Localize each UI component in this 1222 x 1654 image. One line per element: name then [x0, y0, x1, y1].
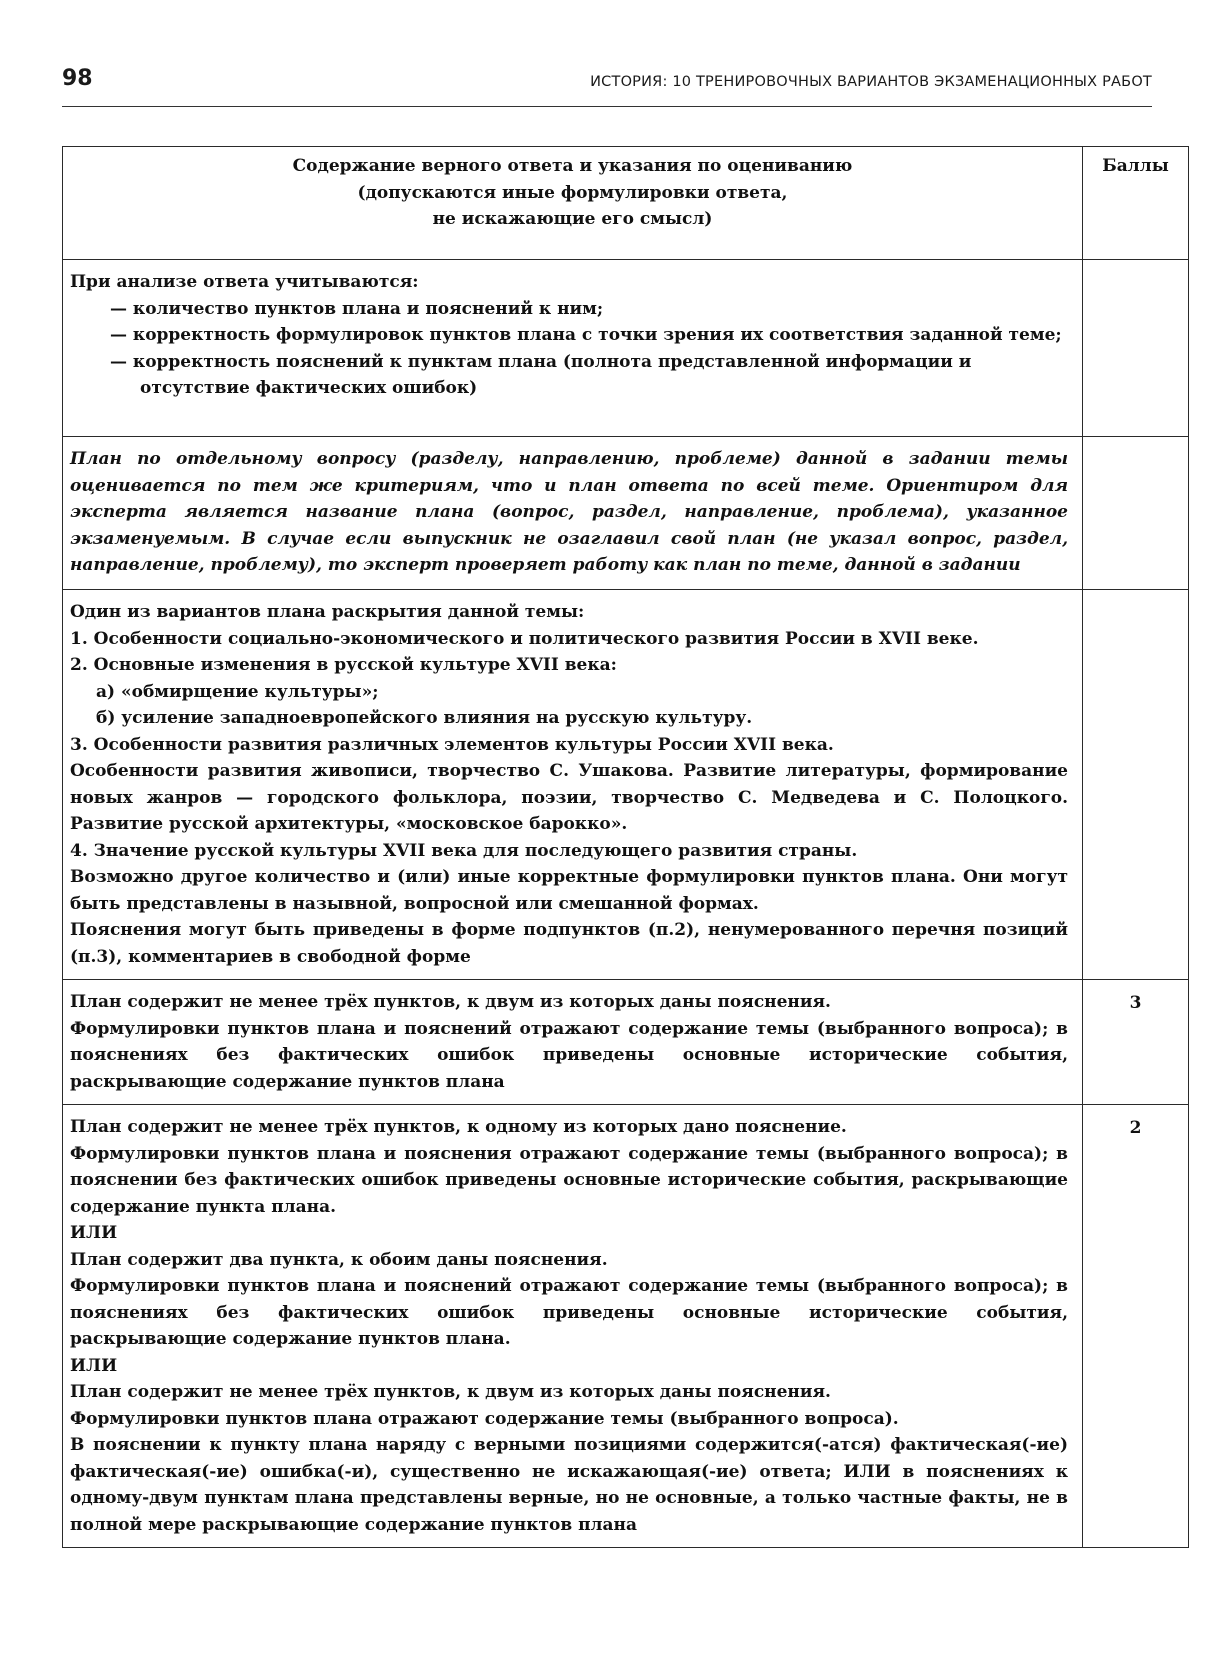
criteria-cell [63, 980, 1083, 1105]
plan-explanation-note: Пояснения могут быть приведены в форме подпунктов (п.2), ненумерованного перечня позиций (п.3), комментариев в свободной форме [70, 920, 1068, 967]
page-header [62, 66, 1152, 107]
plan-point-3: 3. Особенности развития различных элементов культуры России XVII века. [70, 734, 834, 755]
plan-subpoint-a: а) «обмирщение культуры»; [96, 681, 379, 702]
analysis-score [1083, 260, 1189, 437]
plan-alternative-note: Возможно другое количество и (или) иные корректные формулировки пунктов плана. Они могут быть представлены в назывной, вопросной или смешанной формах. [70, 867, 1068, 914]
criteria-line: План содержит не менее трёх пунктов, к двум из которых даны пояснения. [70, 992, 831, 1012]
plan-point-1: 1. Особенности социально-экономического и политического развития России в XVII веке. [70, 628, 979, 649]
criteria-line: План содержит не менее трёх пунктов, к двум из которых даны пояснения. [70, 1382, 831, 1402]
grading-table [62, 146, 1189, 1548]
criteria-line: План содержит не менее трёх пунктов, к одному из которых дано пояснение. [70, 1117, 847, 1137]
criteria-cell [63, 1105, 1083, 1548]
criteria-line: План содержит два пункта, к обоим даны пояснения. [70, 1249, 608, 1270]
plan-row [63, 590, 1189, 980]
analysis-cell [63, 260, 1083, 437]
criteria-row [63, 1105, 1189, 1548]
plan-score [1083, 590, 1189, 980]
header-line: не искажающие его смысл) [432, 209, 713, 229]
table-header-row [63, 147, 1189, 260]
plan-point-3-text: Особенности развития живописи, творчество С. Ушакова. Развитие литературы, формирование новых жанров — городского фольклора, поэзии, творчество С. Медведева и С. Полоцкого. Развитие русской архитектуры, «московское барокко». [70, 761, 1068, 834]
page-number: 98 [62, 66, 93, 91]
criteria-line: В пояснении к пункту плана наряду с верными позициями содержится(-атся) фактическая(-ие) фактическая(-ие) ошибка(-и), существенно не искажающая(-ие) ответа; ИЛИ в пояснениях к одному-двум пунктам плана представлены верные, но не основные, а только частные факты, не в полной мере раскрывающие содержание пунктов плана [70, 1435, 1068, 1535]
header-line: (допускаются иные формулировки ответа, [357, 182, 788, 203]
plan-point-4: 4. Значение русской культуры XVII века для последующего развития страны. [70, 840, 858, 861]
plan-intro: Один из вариантов плана раскрытия данной темы: [70, 602, 585, 622]
plan-cell [63, 590, 1083, 980]
plan-subpoint-b: б) усиление западноевропейского влияния на русскую культуру. [96, 708, 753, 728]
analysis-intro: При анализе ответа учитываются: [70, 272, 419, 292]
note-score [1083, 437, 1189, 590]
criteria-line: Формулировки пунктов плана отражают содержание темы (выбранного вопроса). [70, 1408, 899, 1429]
criteria-line: Формулировки пунктов плана и пояснения отражают содержание темы (выбранного вопроса); в пояснении без фактических ошибок приведены основные исторические события, раскрывающие содержание пункта плана. [70, 1143, 1068, 1217]
criteria-or: ИЛИ [70, 1355, 118, 1376]
plan-point-2: 2. Основные изменения в русской культуре XVII века: [70, 655, 617, 675]
criteria-line: Формулировки пунктов плана и пояснений отражают содержание темы (выбранного вопроса); в пояснениях без фактических ошибок приведены основные исторические события, раскрывающие содержание пунктов плана [70, 1018, 1068, 1092]
header-score: Баллы [1083, 147, 1189, 260]
note-cell: План по отдельному вопросу (разделу, направлению, проблеме) данной в задании темы оценивается по тем же критериям, что и план ответа по всей теме. Ориентиром для эксперта является название плана (вопрос, раздел, направление, проблема), указанное экзаменуемым. В случае если выпускник не озаглавил свой план (не указал вопрос, раздел, направление, проблему), то эксперт проверяет работу как план по теме, данной в задании [63, 437, 1083, 590]
analysis-item: — количество пунктов плана и пояснений к ним; [110, 298, 604, 319]
analysis-item: — корректность формулировок пунктов плана с точки зрения их соответствия заданной теме; [110, 325, 1062, 345]
criteria-score: 2 [1083, 1105, 1189, 1548]
criteria-line: Формулировки пунктов плана и пояснений отражают содержание темы (выбранного вопроса); в пояснениях без фактических ошибок приведены основные исторические события, раскрывающие содержание пунктов плана. [70, 1276, 1068, 1349]
criteria-score: 3 [1083, 980, 1189, 1105]
note-row [63, 437, 1189, 590]
analysis-row [63, 260, 1189, 437]
running-title: ИСТОРИЯ: 10 ТРЕНИРОВОЧНЫХ ВАРИАНТОВ ЭКЗАМЕНАЦИОННЫХ РАБОТ [590, 74, 1152, 90]
analysis-item: — корректность пояснений к пунктам плана (полнота представленной информации и отсутствие фактических ошибок) [110, 351, 972, 398]
criteria-row [63, 980, 1189, 1105]
header-description [63, 147, 1083, 260]
header-line: Содержание верного ответа и указания по оцениванию [292, 156, 853, 176]
criteria-or: ИЛИ [70, 1223, 118, 1243]
